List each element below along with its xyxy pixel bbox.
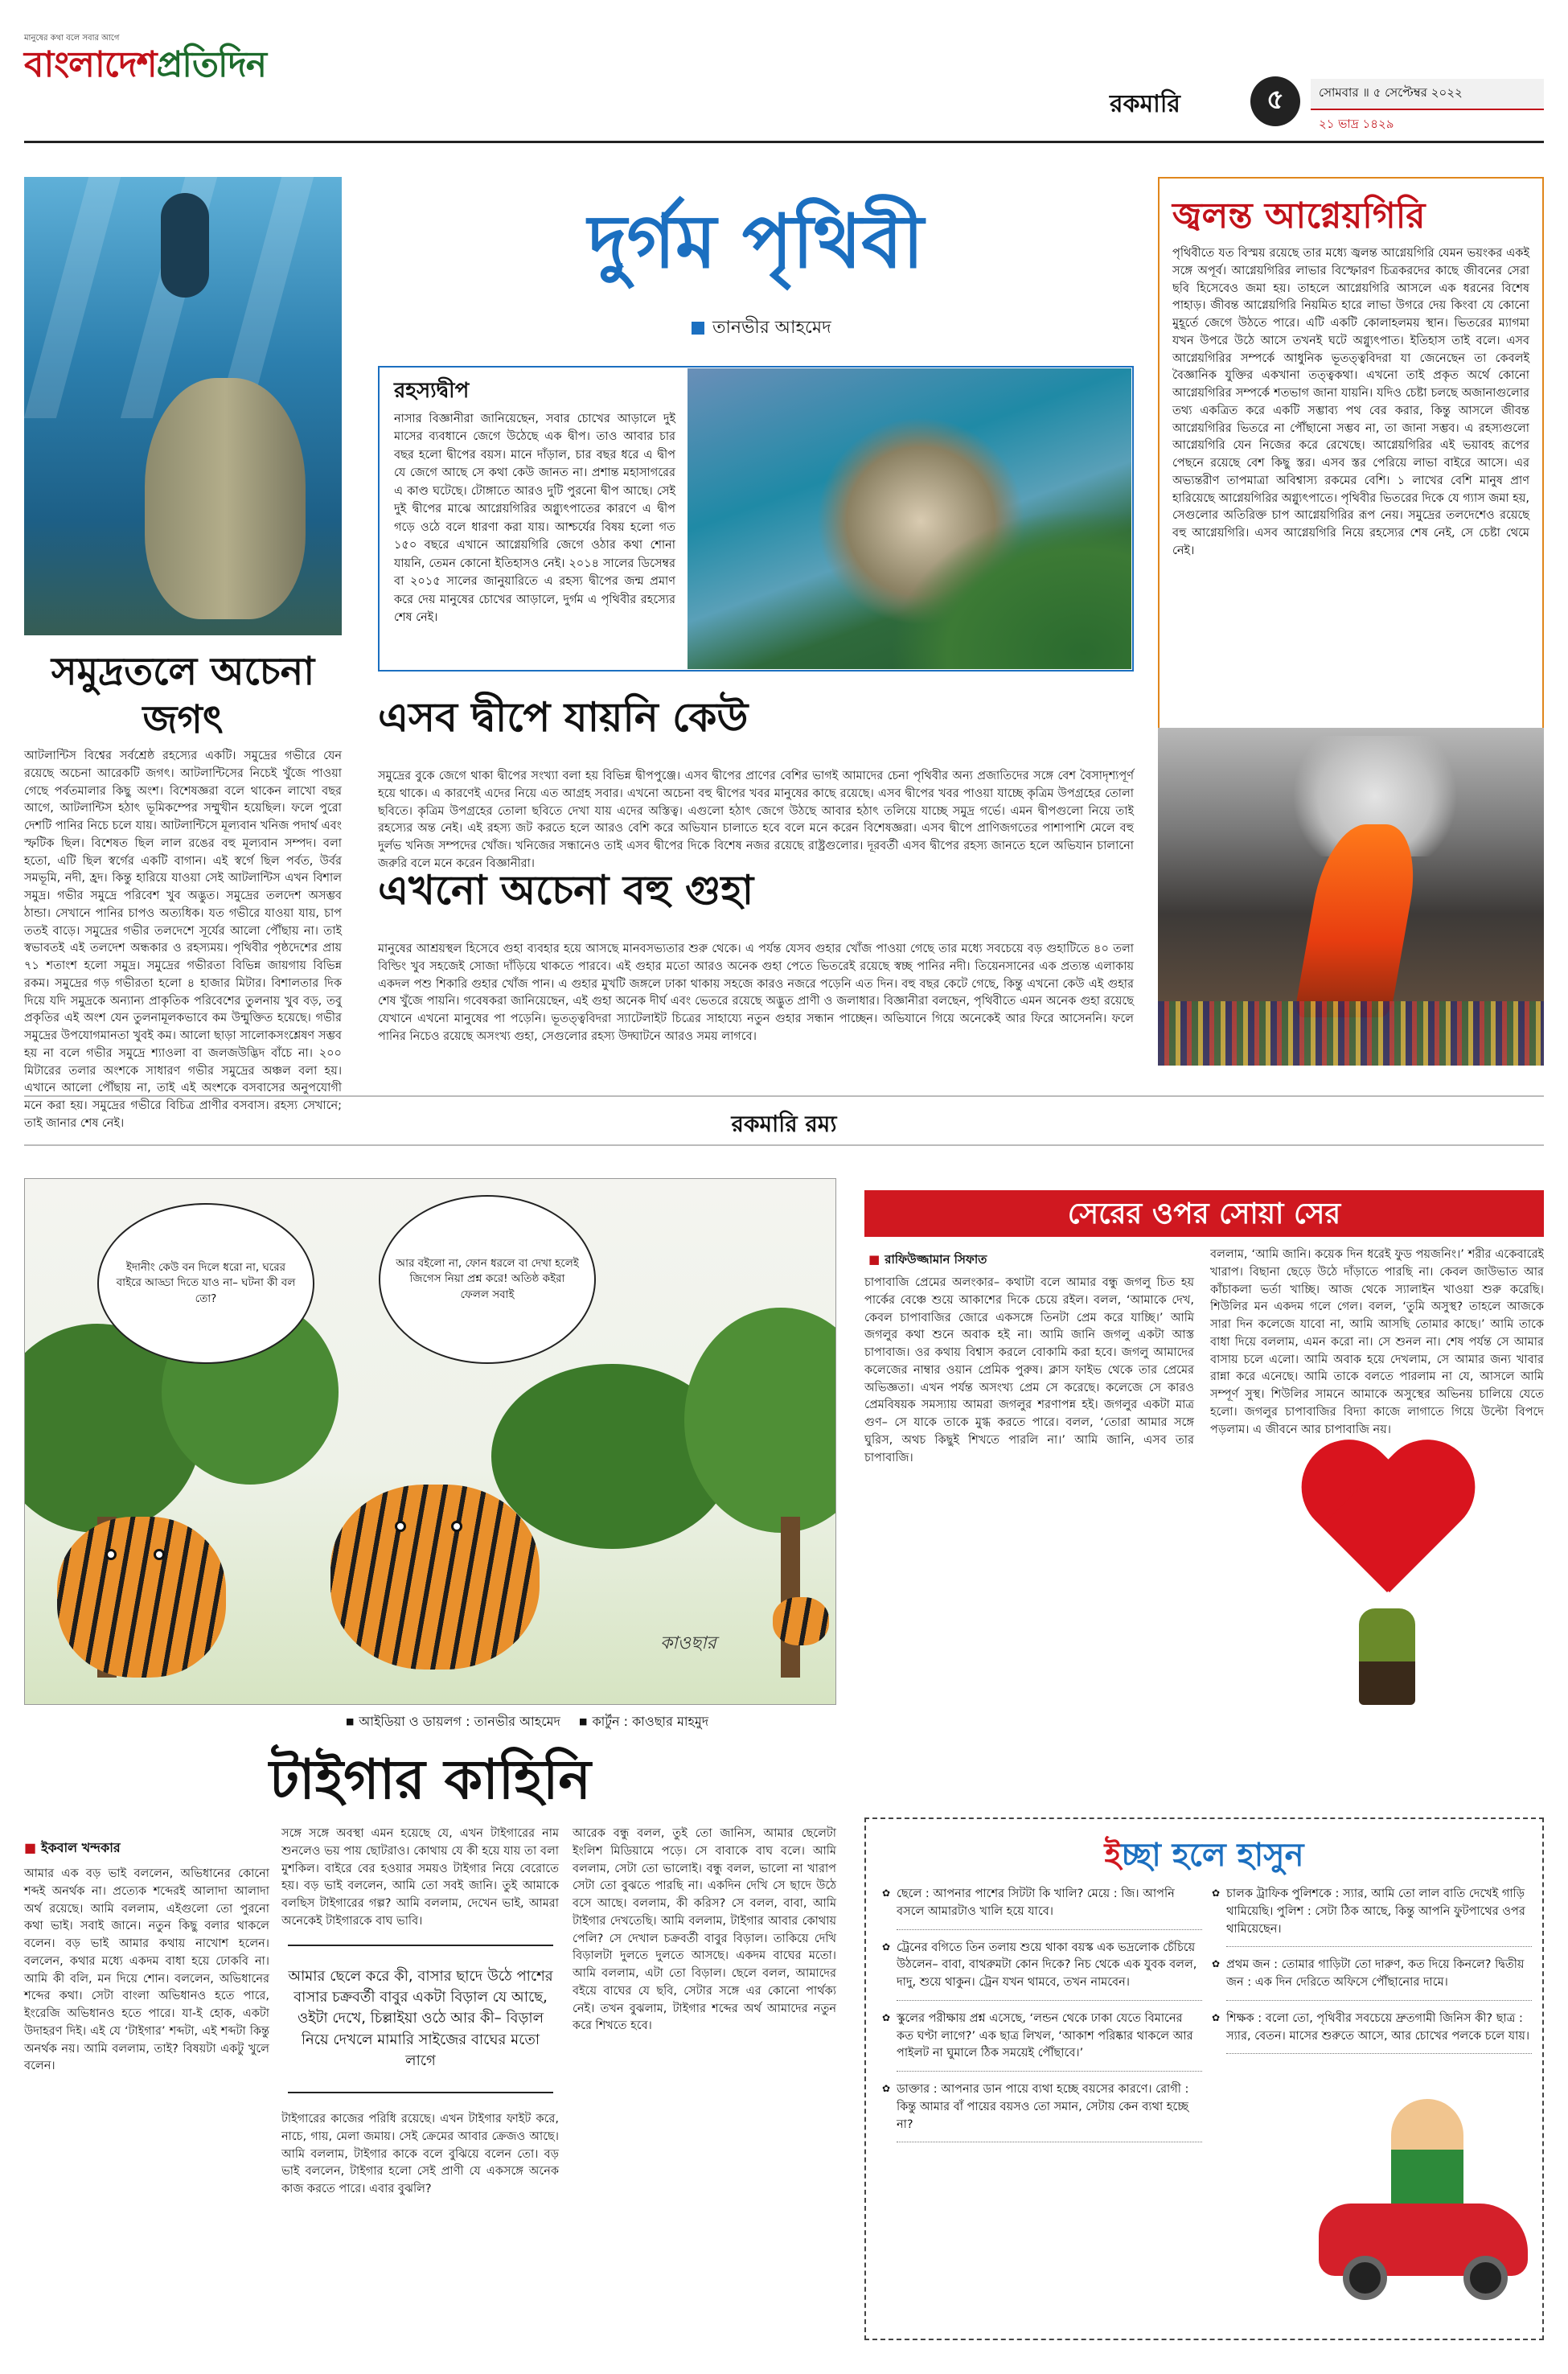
volcano-eruption-photo — [1158, 728, 1544, 1066]
humor-section-title: রকমারি রম্য — [667, 1103, 901, 1148]
tiger-story-column-3: আরেক বন্ধু বলল, তুই তো জানিস, আমার ছেলেটা ইংলিশ মিডিয়ামে পড়ে। সে বাবাকে বাঘ বলে। আমি বললাম, সেটা তো ভালোই। বন্ধু বলল, ভালো না খারাপ সেটা তো বুঝতে পারছি না। একদিন দেখি সে ছাদে উঠে বসে আছে। বললাম, কী করিস? সে বলল, বাবা, আমি টাইগার দেখতেছি। আমি বললাম, টাইগার আবার কোথায় পেলি? সে দেখাল চক্রবর্তী বাবুর বিড়াল। তাকিয়ে দেখি বিড়ালটা দুলতে দুলতে আসছে। একদম বাঘের মতো। আমি বললাম, এটা তো বিড়াল। ছেলে বলল, আমাদের বইয়ে বাঘের যে ছবি, সেটার সঙ্গে এর কোনো পার্থক্য নেই। তখন বুঝলাম, টাইগার শব্দের অর্থ আমাদের নতুন করে শিখতে হবে। — [573, 1827, 836, 2033]
section-name: রকমারি — [1110, 90, 1180, 118]
cartoon-credits — [346, 1711, 836, 1733]
tiger-story-author: ■ ইকবাল খন্দকার — [24, 1838, 121, 1859]
cartoonist-signature: কাওছার — [660, 1633, 716, 1653]
section-divider-bottom — [24, 1144, 1544, 1146]
love-story-column-2: বললাম, ‘আমি জানি। কয়েক দিন ধরেই ফুড পয়জনিং।’ শরীর একেবারেই খারাপ। বিছানা ছেড়ে উঠে দাঁড়াতে পারছি না। কেবল জাউভাত আর কাঁচাকলা ভর্তা খাচ্ছি। আজ থেকে স্যালাইন খাওয়া শুরু করেছি। শিউলির মন একদম গলে গেল। বলল, ‘তুমি অসুস্থ? তাহলে আজকে সারা দিন কলেজে যাবো না, আমি আসছি তোমার কাছে।’ আমি তাকে বাধা দিয়ে বললাম, এমন করো না। সে শুনল না। শেষ পর্যন্ত সে আমার বাসায় চলে এলো। আমি অবাক হয়ে দেখলাম, সে আমার জন্য খাবার রান্না করে এনেছে। আমি তাকে বলতে পারলাম না যে, আসলে আমি সম্পূর্ণ সুস্থ। শিউলির সামনে আমাকে অসুস্থের অভিনয় চালিয়ে যেতে হলো। জগলুর চাপাবাজির বিদ্যা কাজে লাগাতে গিয়ে উল্টো বিপদে পড়লাম। এ জীবনে আর চাপাবাজি নয়। — [1210, 1248, 1544, 1436]
tiger-cartoon — [24, 1178, 836, 1705]
diver-figure — [161, 193, 209, 298]
mystery-island-title: রহস্যদ্বীপ — [394, 379, 470, 403]
islands-article-body: সমুদ্রের বুকে জেগে থাকা দ্বীপের সংখ্যা বলা হয় বিভিন্ন দ্বীপপুঞ্জে। এসব দ্বীপের প্রাণের বেশির ভাগই আমাদের চেনা পৃথিবীর অন্য প্রজাতিদের সঙ্গে বেশ বৈসাদৃশ্যপূর্ণ হয়ে থাকে। এ কারণেই এদের নিয়ে এত আগ্রহ সবার। এখনো অচেনা বহু দ্বীপের খবর মানুষের কাছে রয়েছে। এসব দ্বীপের খবর পাওয়া যাচ্ছে কৃত্রিম উপগ্রহের তোলা ছবিতে। কৃত্রিম উপগ্রহের তোলা ছবিতে দেখা যায় এদের অস্তিত্ব। এগুলো হঠাৎ জেগে উঠছে আবার হঠাৎ তলিয়ে যাচ্ছে সমুদ্র গর্ভে। এমন দ্বীপগুলো নিয়ে তাই রহস্যের অন্ত নেই। এই রহস্য জট করতে হলে আরও বেশি করে অভিযান চালাতে হবে বলে মনে করেন বিশেষজ্ঞরা। এসব দ্বীপে প্রাণিজগতের পাশাপাশি মেলে বহু দুর্লভ খনিজ সম্পদের খোঁজ। খনিজের সন্ধানেও তাই এসব দ্বীপের দিকে বিশেষ নজর রয়েছে রাষ্ট্রগুলোর। দূরবর্তী এসব দ্বীপের রহস্য জানতে হলে অভিযান চালানো জরুরি বলে মনে করেন বিজ্ঞানীরা। — [378, 770, 1134, 870]
underwater-statue-photo — [24, 177, 342, 635]
joke-item: ✿ ডাক্তার : আপনার ডান পায়ে ব্যথা হচ্ছে বয়সের কারণে। রোগী : কিন্তু আমার বাঁ পায়ের বয়সও তো সমান, সেটায় কেন ব্যথা হচ্ছে না? — [897, 2081, 1202, 2142]
joke-item: ✿ শিক্ষক : বলো তো, পৃথিবীর সবচেয়ে দ্রুতগামী জিনিস কী? ছাত্র : স্যার, বেতন। মাসের শুরুতে আসে, আর চোখের পলকে চলে যায়। — [1226, 2011, 1532, 2055]
section-divider-top — [24, 1095, 1544, 1097]
tiger-story-title: টাইগার কাহিনি — [269, 1748, 592, 1812]
volcano-text: পৃথিবীতে যত বিস্ময় রয়েছে তার মধ্যে জ্বলন্ত আগ্নেয়গিরি যেমন ভয়ংকর একই সঙ্গে অপূর্ব। আগ্নেয়গিরির লাভার বিস্ফোরণ চিত্রকরদের কাছে জীবনের সেরা ছবি হিসেবেও জমা হয়। তাহলে আগ্নেয়গিরি আসলে এক ধরনের বিশেষ পাহাড়। জীবন্ত আগ্নেয়গিরি নিয়মিত হারে লাভা উগরে দেয় কিংবা যে কোনো মুহূর্তে জেগে উঠতে পারে। এটি একটি কোলাহলময় স্থান। ভিতরের ম্যাগমা যখন উপরে উঠে আসে তখনই ঘটে অগ্ন্যুৎপাত। ইতিহাস তাই বলে। এসব আগ্নেয়গিরির সম্পর্কে আধুনিক ভূতত্ত্ববিদরা যা জেনেছেন তা কেবলই বৈজ্ঞানিক যুক্তির একখানা তত্ত্বকথা। এখনো তাই প্রকৃত অর্থে কোনো আগ্নেয়গিরির সম্পর্কে শতভাগ জানা যায়নি। যদিও চেষ্টা চলছে অজানাগুলোর তথ্য একত্রিত করে একটি সম্ভাব্য পথ বের করার, কিন্তু আসলে জীবন্ত আগ্নেয়গিরির ভিতরে না পৌঁছানো সম্ভব না, তা জানা সম্ভব। এ রহস্যগুলো আগ্নেয়গিরি যেন নিজের করে রেখেছে। আগ্নেয়গিরির এই ভয়াবহ রূপের পেছনে রয়েছে বেশ কিছু স্তর। এসব স্তর পেরিয়ে লাভা বাইরে আসে। এর অভ্যন্তরীণ তাপমাত্রা অবিশ্বাস্য রকমের বেশি। ১ লাখের বেশি মানুষ প্রাণ হারিয়েছে আগ্নেয়গিরির অগ্ন্যুৎপাতে। পৃথিবীর ভিতরের দিকে যে গ্যাস জমা হয়, সেগুলোর অতিরিক্ত চাপ আগ্নেয়গিরির রূপ নেয়। সমুদ্রের তলদেশেও রয়েছে বহু আগ্নেয়গিরি। এসব আগ্নেয়গিরি নিয়ে রহস্যের শেষ নেই, সে চেষ্টা থেমে নেই। — [1172, 247, 1529, 557]
caves-article-title: এখনো অচেনা বহু গুহা — [378, 866, 754, 914]
jokes-column-1 — [897, 1886, 1202, 2152]
masthead-logo[interactable] — [24, 46, 265, 84]
islands-article-title: এসব দ্বীপে যায়নি কেউ — [378, 693, 749, 741]
mystery-island-text: নাসার বিজ্ঞানীরা জানিয়েছেন, সবার চোখের আড়ালে দুই মাসের ব্যবধানে জেগে উঠেছে এক দ্বীপ। তাও আবার চার বছর হলো দ্বীপের বয়স। মানে দাঁড়াল, চার বছর ধরে এ দ্বীপ যে জেগে আছে সে কথা কেউ জানত না। প্রশান্ত মহাসাগরের এ কাণ্ড ঘটেছে। টোঙ্গাতে আরও দুটি পুরনো দ্বীপ আছে। সেই দুই দ্বীপের মাঝে আগ্নেয়গিরির অগ্ন্যুৎপাতের কারণে এ দ্বীপ গড়ে ওঠে বলে ধারণা করা যায়। আশ্চর্যের বিষয় হলো গত ১৫০ বছরে এখানে আগ্নেয়গিরি জেগে ওঠার কথা শোনা যায়নি, তেমন কোনো ইতিহাসও নেই। ২০১৪ সালের ডিসেম্বর বা ২০১৫ সালের জানুয়ারিতে এ রহস্য দ্বীপের জন্ম প্রমাণ করে দেয় মানুষের চোখের আড়ালে, দুর্গম এ পৃথিবীর রহস্যের শেষ নেই। — [394, 413, 675, 625]
love-story-title: সেরের ওপর সোয়া সের — [864, 1190, 1544, 1237]
sea-article-body: আটলান্টিস বিশ্বের সর্বশ্রেষ্ঠ রহস্যের একটি। সমুদ্রের গভীরে যেন রয়েছে অচেনা আরেকটি জগৎ। আটলান্টিসের নিচেই খুঁজে পাওয়া গেছে পর্বতমালার কিছু অংশ। বিশেষজ্ঞরা বলে থাকেন লাখো বছর আগে, আটলান্টিস হঠাৎ ভূমিকম্পের সম্মুখীন হয়েছিল। ফলে পুরো দেশটি পানির নিচে চলে যায়। আটলান্টিসে মূল্যবান খনিজ পদার্থ এবং স্ফটিক ছিল। বিশেষত ছিল লাল রঙের বহু মূল্যবান সম্পদ। বলা হতো, এটি ছিল স্বর্গের একটি বাগান। এই স্বর্গে ছিল পর্বত, উর্বর সমভূমি, নদী, হ্রদ। কিন্তু হারিয়ে যাওয়া সেই আটলান্টিস এখন বিশাল সমুদ্র। গভীর সমুদ্রে পরিবেশ খুব অদ্ভুত। সমুদ্রের তলদেশ অসম্ভব ঠান্ডা। সেখানে পানির চাপও অত্যধিক। যত গভীরে যাওয়া যায়, চাপ ততই বাড়ে। সমুদ্রের গভীর তলদেশে সূর্যের আলো পৌঁছায় না। তাই স্বভাবতই এই তলদেশ অন্ধকার ও রহস্যময়। পৃথিবীর পৃষ্ঠদেশের প্রায় ৭১ শতাংশ হলো সমুদ্র। সমুদ্রের গভীরতা বিভিন্ন জায়গায় বিভিন্ন রকম। সমুদ্রের গড় গভীরতা হলো ৪ হাজার মিটার। বিশালতার দিক দিয়ে যদি সমুদ্রকে অন্যান্য প্রাকৃতিক পরিবেশের তুলনায় খুব বড়, তবু প্রকৃতির এই অংশ যেন তুলনামূলকভাবে কম উন্মুক্তিত হয়েছে। গভীর সমুদ্রের উপযোগমানতা খুবই কম। আলো ছাড়া সালোকসংশ্লেষণ সম্ভব হয় না বলে গভীর সমুদ্রে শ্যাওলা বা জলজউদ্ভিদ বাঁচে না। ২০০ মিটারের তলার অংশকে সাধারণ গভীর সমুদ্রের অঞ্চল বলা হয়। এখানে আলো পৌঁছায় না, তাই এই অংশকে বসবাসের অনুপযোগী মনে করা হয়। সমুদ্রের গভীরে বিচিত্র প্রাণীর বসবাস। রহস্য সেখানে; তাই জানার শেষ নেই। — [24, 750, 342, 1130]
person-carrying-heart — [1359, 1608, 1415, 1705]
masthead-divider — [24, 141, 1544, 143]
speech-bubble-right: আর বইলো না, ফোন ধরলে বা দেখা হলেই জিগেস নিয়া প্রশ্ন করে! অতিষ্ঠ কইরা ফেলল সবাই — [379, 1195, 596, 1364]
heart-illustration — [1262, 1444, 1528, 1717]
sea-article-title: সমুদ্রতলে অচেনা জগৎ — [51, 649, 315, 742]
tiger-story-pullquote: আমার ছেলে করে কী, বাসার ছাদে উঠে পাশের বাসার চক্রবর্তী বাবুর একটা বিড়াল যে আছে, ওইটা দেখে, চিল্লাইয়া ওঠে আর কী– বিড়াল নিয়ে দেখলে মামারি সাইজের বাঘের মতো লাগে — [288, 1945, 553, 2093]
credit-idea: ■ আইডিয়া ও ডায়লগ : তানভীর আহমেদ — [346, 1714, 560, 1729]
jokes-title — [864, 1830, 1544, 1883]
joke-item: ✿ ট্রেনের বগিতে তিন তলায় শুয়ে থাকা বয়স্ক এক ভদ্রলোক চেঁচিয়ে উঠলেন– বাবা, বাথরুমটা কোন দিকে? নিচ থেকে এক যুবক বলল, দাদু, শুয়ে থাকুন। ট্রেন যখন থামবে, তখন নামবেন। — [897, 1940, 1202, 2001]
masthead — [24, 32, 265, 145]
joke-item: ✿ ছেলে : আপনার পাশের সিটটা কি খালি? মেয়ে : জি। আপনি বসলে আমারটাও খালি হয়ে যাবে। — [897, 1886, 1202, 1930]
credit-cartoon: ■ কার্টুন : কাওছার মাহমুদ — [579, 1714, 708, 1729]
date-bengali: ২১ ভাদ্র ১৪২৯ — [1311, 110, 1544, 140]
page-headline: দুর্গম পৃথিবী — [588, 198, 924, 285]
tiger-background — [773, 1597, 829, 1645]
date-box — [1311, 79, 1544, 140]
tiger-story-column-1: আমার এক বড় ভাই বললেন, অভিধানের কোনো শব্দই অনর্থক না। প্রত্যেক শব্দেরই আলাদা আলাদা অর্থ রয়েছে। আমি বললাম, এইগুলো তো পুরনো কথা ভাই। সবাই জানে। নতুন কিছু বলার থাকলে বলেন। বড় ভাই আমার কথায় নাখোশ হলেন। বললেন, কথার মধ্যে একদম বাধা হয়ে ঢোকবি না। আমি কী বলি, মন দিয়ে শোন। বললেন, অভিধানের শব্দের কথা। সেটা বাংলা অভিধানও হতে পারে, ইংরেজি অভিধানও হতে পারে। যা-ই হোক, একটা উদাহরণ দিই। এই যে ‘টাইগার’ শব্দটা, এই শব্দটা কিন্তু অনর্থক নয়। আমি বললাম, তাই? বিষয়টা একটু খুলে বলেন। — [24, 1867, 269, 2073]
page-byline: তানভীর আহমেদ — [692, 314, 831, 343]
page-number-badge: ৫ — [1250, 76, 1300, 126]
joke-item: ✿ স্কুলের পরীক্ষায় প্রশ্ন এসেছে, ‘লন্ডন থেকে ঢাকা যেতে বিমানের কত ঘণ্টা লাগে?’ এক ছাত্র লিখল, ‘আকাশ পরিষ্কার থাকলে আর পাইলট না ঘুমালে ঠিক সময়েই পৌঁছাবে।’ — [897, 2011, 1202, 2072]
volcano-title: জ্বলন্ত আগ্নেয়গিরি — [1172, 195, 1426, 236]
tiger-right — [330, 1485, 540, 1670]
caves-article-body: মানুষের আশ্রয়স্থল হিসেবে গুহা ব্যবহার হয়ে আসছে মানবসভ্যতার শুরু থেকে। এ পর্যন্ত যেসব গুহার খোঁজ পাওয়া গেছে তার মধ্যে সবচেয়ে বড় গুহাটিতে ৪০ তলা বিল্ডিং খুব সহজেই সোজা দাঁড়িয়ে থাকতে পারবে। এই গুহার মতো আরও অনেক গুহা পেতে ভিতরেই রয়েছে স্বচ্ছ পানির নদী। তিয়েনসানের এক প্রত্যন্ত এলাকায় একদল পশু শিকারি গুহার খোঁজ পান। এ গুহার মুখটি জঙ্গলে ঢাকা থাকায় সহজে কারও নজরে পড়েনি এত দিন। বহু বছর কেটে গেছে, কিন্তু এখনো কেউ এই গুহার শেষ খুঁজে পায়নি। গবেষকরা জানিয়েছেন, এই গুহা অনেক দীর্ঘ এবং ভেতরে রয়েছে অদ্ভুত প্রাণী ও জলাধার। বিজ্ঞানীরা বলছেন, পৃথিবীতে এমন অনেক গুহা রয়েছে যেখানে এখনো মানুষের পা পড়েনি। ভূতত্ত্ববিদরা স্যাটেলাইট চিত্রের সাহায্যে নতুন গুহার সন্ধান পাচ্ছেন। অভিযানে গিয়ে অনেকেই আর ফিরে আসেননি। ফলে পানির নিচেও রয়েছে অসংখ্য গুহা, সেগুলোর রহস্য উদ্ঘাটনে আরও সময় লাগবে। — [378, 943, 1134, 1043]
love-story-column-1: চাপাবাজি প্রেমের অলংকার– কথাটা বলে আমার বন্ধু জগলু চিত হয় পার্কের বেঞ্চে শুয়ে আকাশের দিকে চেয়ে রইল। বলল, ‘আমাকে দেখ, কেবল চাপাবাজির জোরে একসঙ্গে তিনটা প্রেম করে যাচ্ছি।’ আমি জগলুর কথা শুনে অবাক হই না। আমি জানি জগলু একটা আস্ত চাপাবাজ। ওর কথায় বিশ্বাস করলে বোকামি করা হবে। জগলু আমাদের কলেজের নাম্বার ওয়ান প্রেমিক পুরুষ। ক্লাস ফাইভ থেকে তার প্রেমের অভিজ্ঞতা। এখন পর্যন্ত অসংখ্য প্রেম সে করেছে। কলেজে সে কারও প্রেমবিষয়ক সমস্যায় আমরা জগলুর শরণাপন্ন হই। জগলুর একটা মাত্র গুণ– সে যাকে তাকে মুগ্ধ করতে পারে। বলল, ‘তোরা আমার সঙ্গে ঘুরিস, অথচ কিছুই শিখতে পারলি না।’ আমি জানি, এসব তার চাপাবাজি। — [864, 1276, 1194, 1464]
masthead-accent: প্রতিদিন — [156, 44, 266, 85]
joke-item: ✿ চালক ট্রাফিক পুলিশকে : স্যার, আমি তো লাল বাতি দেখেই গাড়ি থামিয়েছি। পুলিশ : সেটা ঠিক আছে, কিন্তু আপনি ফুটপাথের ওপর থামিয়েছেন। — [1226, 1886, 1532, 1947]
date-gregorian: সোমবার ॥ ৫ সেপ্টেম্বর ২০২২ — [1311, 79, 1544, 110]
driver-figure — [1391, 2099, 1463, 2212]
stone-face-statue — [145, 378, 306, 619]
car-wheel — [1343, 2256, 1387, 2300]
masthead-tagline: মানুষের কথা বলে সবার আগে — [24, 34, 120, 43]
jokes-title-accent: ই — [1104, 1836, 1122, 1874]
jokes-title-rest: চ্ছা হলে হাসুন — [1121, 1836, 1304, 1874]
love-story-author: ■ রাফিউজ্জামান সিফাত — [868, 1251, 987, 1271]
speech-bubble-left: ইদানীং কেউ বন দিলে ধরো না, ঘরের বাইরে আড্ডা দিতে যাও না– ঘটনা কী বল তো? — [97, 1203, 314, 1364]
heart-icon — [1295, 1444, 1480, 1612]
tiger-story-column-2b: টাইগারের কাজের পরিধি রয়েছে। এখন টাইগার ফাইট করে, নাচে, গায়, মেলা জমায়। সেই ক্রেমের আবার ক্রেজও আছে। আমি বললাম, টাইগার কাকে বলে বুঝিয়ে বলেন তো। বড় ভাই বললেন, টাইগার হলো সেই প্রাণী যে একসঙ্গে অনেক কাজ করতে পারে। এবার বুঝলি? — [281, 2113, 559, 2195]
car-wheel — [1463, 2256, 1508, 2300]
jokes-column-2 — [1226, 1886, 1532, 2064]
tiger-left — [57, 1517, 226, 1678]
tiger-story-column-2: সঙ্গে সঙ্গে অবস্থা এমন হয়েছে যে, এখন টাইগারের নাম শুনলেও ভয় পায় ছোটরাও। কোথায় যে কী হয়ে যায় তা বলা মুশকিল। বাইরে বের হওয়ার সময়ও টাইগার নিয়ে বেরোতে হয়। বড় ভাই বললেন, আমি তো সবই জানি। তুই আমাকে বলছিস টাইগারের গল্প? আমি বললাম, দেখেন ভাই, আমরা অনেকেই টাইগারকে বাঘ ভাবি। — [281, 1827, 559, 1928]
island-aerial-photo — [688, 368, 1131, 669]
car-cartoon-illustration — [1319, 2083, 1536, 2308]
masthead-main: বাংলাদেশ — [24, 44, 157, 85]
joke-item: ✿ প্রথম জন : তোমার গাড়িটা তো দারুণ, কত দিয়ে কিনলে? দ্বিতীয় জন : এক দিন দেরিতে অফিসে পৌঁছানোর দামে। — [1226, 1957, 1532, 2001]
